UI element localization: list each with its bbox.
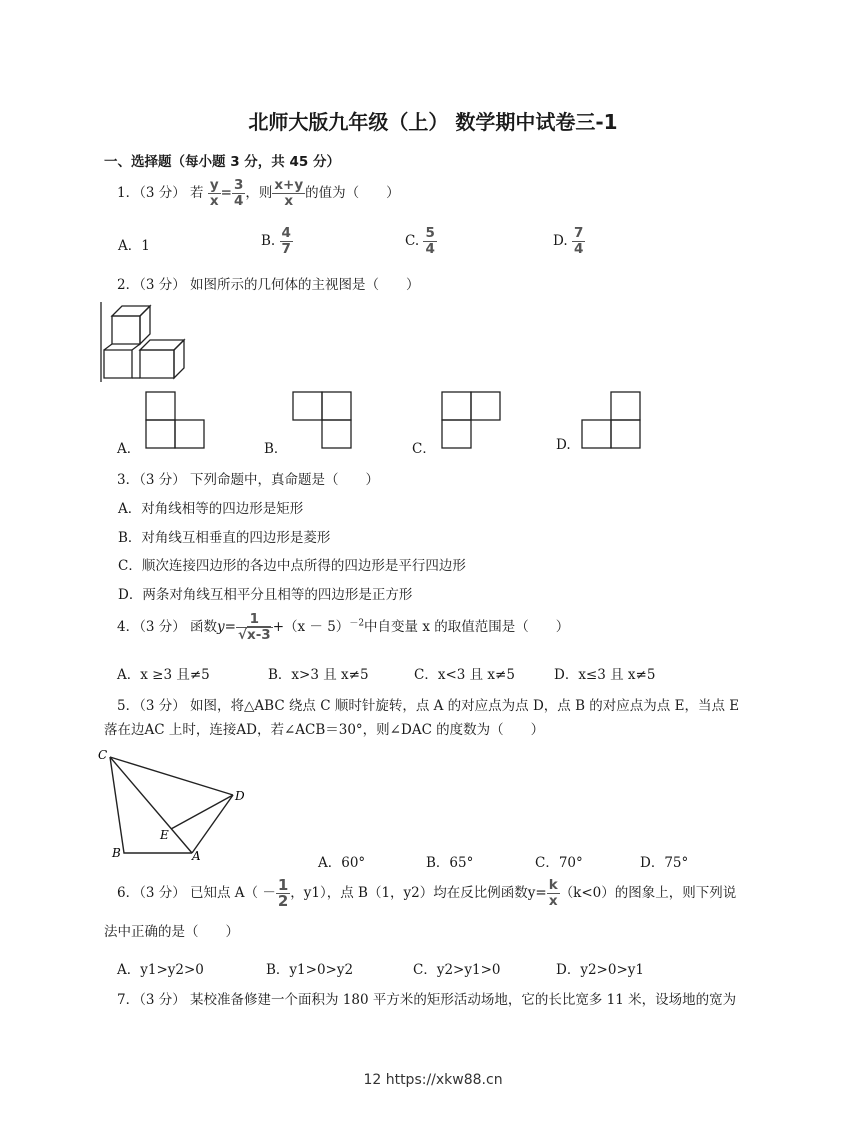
- q1-fraction-xy-over-x: $\frac{x+y}{x}$: [274, 177, 304, 209]
- q3-option-c: C．顺次连接四边形的各边中点所得的四边形是平行四边形: [118, 558, 466, 574]
- q4-option-b: B．x>3 且 x≠5: [268, 667, 369, 683]
- q1-mid: ，则: [245, 185, 273, 201]
- q1-fraction-y-over-x: $\frac{y}{x}$: [209, 177, 219, 209]
- q4-y-equals: y=: [217, 619, 236, 635]
- q6-fraction-half: $\frac{1}{2}$: [277, 876, 289, 910]
- q2-option-b-figure: [292, 391, 354, 451]
- q2-option-b-label: B．: [264, 441, 288, 457]
- question-6-line-2: 法中正确的是（ ）: [104, 924, 239, 940]
- q6-mid-2: （k<0）的图象上，则下列说: [559, 885, 737, 901]
- page-title: 北师大版九年级（上） 数学期中试卷三-1: [248, 110, 618, 134]
- q3-option-d: D．两条对角线互相平分且相等的四边形是正方形: [118, 587, 413, 603]
- question-5-line-1: 5．（3 分） 如图，将△ABC 绕点 C 顺时针旋转，点 A 的对应点为点 D，点 B 的对应点为点 E，当点 E: [117, 698, 740, 714]
- q5-label-d: D: [235, 789, 245, 803]
- q2-option-d-figure: [581, 391, 643, 451]
- q5-triangle-figure: [96, 745, 256, 865]
- q1-option-c: C. $\frac{5}{4}$: [405, 225, 435, 257]
- q2-option-c-figure: [441, 391, 503, 451]
- q6-option-d: D．y2>0>y1: [556, 962, 644, 978]
- q1-prefix: 1．（3 分） 若: [117, 185, 204, 201]
- question-1: [117, 178, 400, 209]
- q2-option-c-label: C．: [412, 441, 436, 457]
- q1-option-b: B. $\frac{4}{7}$: [261, 225, 291, 257]
- q6-option-c: C．y2>y1>0: [413, 962, 501, 978]
- q4-fraction-radical: $\frac{1}{√x-3}$: [237, 611, 271, 643]
- q4-mid: +（x － 5）: [272, 619, 350, 635]
- question-3: 3．（3 分） 下列命题中，真命题是（ ）: [117, 472, 380, 488]
- q4-prefix: 4．（3 分） 函数: [117, 619, 218, 635]
- q4-exponent: －2: [349, 618, 365, 629]
- q4-option-d: D．x≤3 且 x≠5: [554, 667, 656, 683]
- q5-option-d: D．75°: [640, 855, 689, 871]
- q6-prefix: 6．（3 分） 已知点 A（ －: [117, 885, 276, 901]
- q2-solid-figure: [100, 300, 190, 385]
- q5-option-a: A．60°: [318, 855, 366, 871]
- question-5-line-2: 落在边AC 上时，连接AD，若∠ACB＝30°，则∠DAC 的度数为（ ）: [104, 722, 545, 738]
- question-4: [117, 612, 569, 643]
- q6-mid-1: ，y1），点 B（1，y2）均在反比例函数y=: [290, 885, 547, 901]
- q1-option-d: D. $\frac{7}{4}$: [553, 225, 584, 257]
- q3-option-b: B．对角线互相垂直的四边形是菱形: [118, 530, 331, 546]
- q4-option-c: C．x<3 且 x≠5: [414, 667, 515, 683]
- q4-option-a: A．x ≥3 且≠5: [117, 667, 210, 683]
- q5-label-c: C: [98, 748, 108, 762]
- q1-suffix: 的值为（ ）: [305, 185, 400, 201]
- q4-suffix: 中自变量 x 的取值范围是（ ）: [364, 619, 570, 635]
- q5-label-a: A: [192, 849, 201, 863]
- q5-option-b: B．65°: [426, 855, 474, 871]
- q2-option-d-label: D.: [556, 437, 571, 453]
- q2-option-a-label: A．: [117, 441, 141, 457]
- q1-fraction-3-over-4: $\frac{3}{4}$: [233, 177, 244, 209]
- q3-option-a: A．对角线相等的四边形是矩形: [118, 501, 304, 517]
- q6-option-a: A．y1>y2>0: [117, 962, 204, 978]
- question-2: 2．（3 分） 如图所示的几何体的主视图是（ ）: [117, 277, 420, 293]
- q5-label-e: E: [160, 828, 169, 842]
- q5-label-b: B: [112, 846, 121, 860]
- q6-option-b: B．y1>0>y2: [266, 962, 354, 978]
- q2-option-a-figure: [145, 391, 207, 451]
- page-footer: 12 https://xkw88.cn: [363, 1072, 503, 1088]
- q6-fraction-k-over-x: $\frac{k}{x}$: [548, 877, 558, 909]
- q1-option-a: A．1: [118, 238, 150, 254]
- q5-option-c: C．70°: [535, 855, 583, 871]
- section-heading: 一、选择题（每小题 3 分，共 45 分）: [104, 154, 340, 170]
- question-6-line-1: [117, 878, 736, 909]
- q1-equals: =: [220, 185, 232, 201]
- question-7: 7．（3 分） 某校准备修建一个面积为 180 平方米的矩形活动场地，它的长比宽多 11 米，设场地的宽为: [117, 992, 737, 1008]
